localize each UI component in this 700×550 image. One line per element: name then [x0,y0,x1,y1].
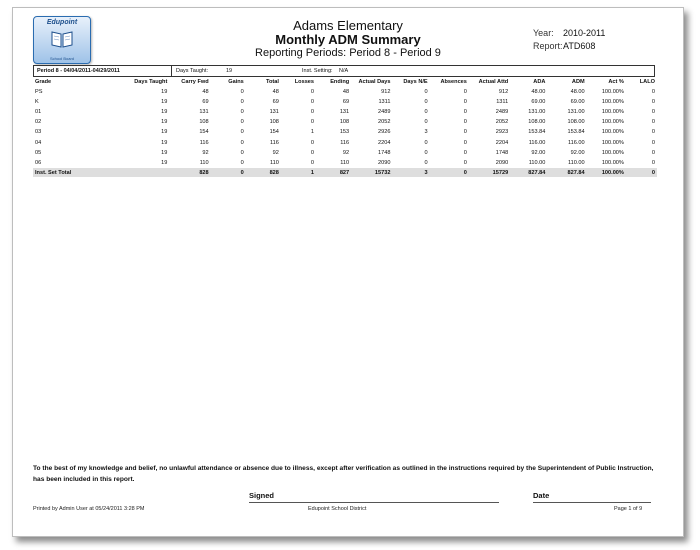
table-cell: 0 [240,98,244,105]
table-cell: 100.00% [601,119,624,126]
table-cell: 0 [240,139,244,146]
table-cell: 0 [651,149,655,156]
table-cell: 2489 [378,108,391,115]
table-cell: 116 [269,139,279,146]
table-cell: 0 [651,119,655,126]
table-cell: 100.00% [601,159,624,166]
table-cell: 69 [342,98,350,105]
table-cell: 0 [310,88,315,95]
column-header: Actual Days [358,79,391,85]
column-header: Days N/E [403,79,428,85]
table-cell: 0 [240,129,244,136]
signed-label: Signed [249,491,275,500]
table-cell: 2204 [495,139,509,146]
table-cell: 0 [463,149,467,156]
table-row [33,97,657,107]
table-cell: 48 [342,88,350,95]
table-cell: 48 [272,88,279,95]
certification-statement: To the best of my knowledge and belief, no unlawful attendance or absence due to illness, except after verification as outlined in the instructions required by the Superintendent of Public Instruction, has been included in this report. [33,465,654,483]
table-cell: 153.84 [528,129,546,136]
grade-cell: K [35,98,39,105]
table-cell: 19 [161,98,168,105]
logo-brand-text: Edupoint [46,19,78,26]
table-cell: 0 [310,139,315,146]
table-cell: 0 [651,98,655,105]
days-taught-value: 19 [226,68,233,74]
table-cell: 110.00 [528,159,546,166]
table-cell: 110 [340,159,350,166]
table-cell: 0 [424,159,428,166]
table-cell: 100.00% [601,149,624,156]
column-header: Act % [608,79,624,85]
table-cell: 92 [202,149,209,156]
table-cell: 0 [463,119,467,126]
table-cell: 19 [161,108,168,115]
table-body [33,87,657,178]
table-cell: 131.00 [528,108,546,115]
table-cell: 92.00 [531,149,546,156]
table-cell: 92.00 [570,149,585,156]
table-cell: 2090 [378,159,391,166]
table-cell: 92 [342,149,350,156]
table-cell: 828 [169,168,210,177]
date-label: Date [533,491,550,500]
table-cell: 116 [199,139,209,146]
table-cell: 1748 [378,149,391,156]
column-header: LALO [639,79,655,85]
table-cell: 827 [316,168,351,177]
table-cell: 0 [463,139,467,146]
table-cell: 100.00% [601,98,624,105]
table-cell [128,168,169,177]
table-cell: 19 [161,129,168,136]
table-cell: 48.00 [570,88,585,95]
column-header: Carry Fwd [181,79,209,85]
table-cell: 1748 [495,149,509,156]
table-cell: 108 [339,119,350,126]
column-header: Grade [35,79,52,85]
report-value: ATD608 [563,41,596,51]
table-cell: 69 [272,98,279,105]
table-cell: 0 [240,88,244,95]
date-line [533,502,651,503]
table-cell: 2052 [378,119,391,126]
table-cell: 154 [199,129,209,136]
table-cell: 0 [651,139,655,146]
column-header: Actual Attd [478,79,509,85]
table-cell: 19 [161,139,168,146]
table-cell: 69.00 [570,98,585,105]
grade-cell: 04 [35,139,42,146]
table-cell: 1311 [378,98,391,105]
table-cell: 19 [161,88,168,95]
grade-cell: 05 [35,149,42,156]
table-cell: 0 [463,88,467,95]
table-cell: 0 [424,88,428,95]
column-header: Gains [228,79,244,85]
table-cell: 69 [202,98,209,105]
table-cell: 0 [651,159,655,166]
table-cell: 110.00 [567,159,585,166]
column-header: Losses [294,79,315,85]
table-cell: 0 [310,108,315,115]
table-cell: 48 [202,88,209,95]
printed-by: Printed by Admin User at 05/24/2011 3:28 PM [33,506,145,512]
table-cell: 69.00 [531,98,546,105]
table-cell: 0 [240,159,244,166]
table-cell: 0 [211,168,246,177]
table-cell: 1 [310,129,315,136]
table-cell: 116.00 [567,139,585,146]
table-cell: 0 [310,98,315,105]
column-header: ADA [533,79,546,85]
table-cell: 912 [498,88,509,95]
table-cell: 110 [269,159,279,166]
table-cell: 1311 [496,98,509,105]
signature-line [249,502,499,503]
table-cell: 100.00% [601,129,624,136]
days-taught-label: Days Taught: [176,68,209,74]
table-header-row [33,78,657,87]
table-cell: 828 [246,168,281,177]
table-cell: 0 [424,139,428,146]
table-cell: 131 [339,108,350,115]
table-cell: 100.00% [587,168,626,177]
table-cell: 912 [381,88,391,95]
table-cell: 2489 [495,108,509,115]
inst-setting-value: N/A [339,68,349,74]
report-page [12,7,684,537]
table-cell: 0 [240,119,244,126]
table-cell: 827.84 [510,168,547,177]
table-cell: 0 [430,168,469,177]
table-row [33,117,657,127]
table-cell: 0 [651,129,655,136]
table-cell: 116.00 [528,139,546,146]
table-cell: 0 [651,88,655,95]
column-header: Ending [330,79,350,85]
table-cell: 131 [199,108,209,115]
table-cell: 0 [463,108,467,115]
year-meta [533,28,606,38]
table-cell: 0 [651,108,655,115]
table-cell: 0 [240,149,244,156]
period-range: Period 8 - 04/04/2011-04/29/2011 [37,68,120,74]
table-cell: 2090 [495,159,509,166]
grade-cell: 01 [35,108,42,115]
table-row [33,148,657,158]
period-divider [171,66,172,76]
table-row [33,158,657,168]
table-cell: 0 [424,119,428,126]
table-cell: 1 [281,168,316,177]
table-row [33,127,657,137]
table-cell: 100.00% [601,139,624,146]
table-cell: 3 [392,168,429,177]
table-cell: 0 [463,129,467,136]
table-cell: 2923 [495,129,509,136]
table-cell: 2052 [495,119,509,126]
table-cell: 19 [161,159,168,166]
table-cell: 3 [424,129,428,136]
column-header: Absences [440,79,467,85]
table-cell: 116 [340,139,350,146]
grade-cell: PS [35,88,43,95]
table-cell: 108.00 [567,119,585,126]
table-cell: 108 [269,119,279,126]
grade-cell: 06 [35,159,42,166]
adm-summary-table [33,78,657,177]
table-cell: 110 [199,159,209,166]
table-row [33,87,657,97]
table-cell: 0 [240,108,244,115]
table-cell: 15732 [351,168,392,177]
table-cell: 0 [310,159,315,166]
table-cell: 154 [269,129,279,136]
year-value: 2010-2011 [563,28,606,38]
logo-sub-text: School Board [49,56,74,61]
table-cell: 0 [310,149,315,156]
table-cell: 100.00% [601,88,624,95]
table-cell: 0 [463,159,467,166]
table-cell: 0 [626,168,657,177]
period-bar [33,65,655,77]
table-row [33,137,657,147]
school-name: Adams Elementary [293,18,403,33]
reporting-periods: Reporting Periods: Period 8 - Period 9 [255,47,441,59]
table-cell: 92 [272,149,279,156]
grade-cell: 03 [35,129,42,136]
table-cell: 0 [310,119,315,126]
report-meta [533,41,596,51]
table-cell: 2926 [378,129,391,136]
table-cell: 827.84 [547,168,586,177]
report-title: Monthly ADM Summary [275,32,421,47]
district-name: Edupoint School District [308,506,367,512]
table-cell: 153.84 [567,129,585,136]
table-cell: 153 [339,129,350,136]
table-cell: 0 [463,98,467,105]
table-cell: 19 [161,149,168,156]
column-header: ADM [571,79,585,85]
table-cell: 100.00% [601,108,624,115]
table-cell: 0 [424,149,428,156]
year-label: Year: [533,28,554,38]
table-cell: 15729 [469,168,510,177]
column-header: Days Taught [134,79,168,85]
total-row [33,168,657,177]
table-cell: 131.00 [567,108,585,115]
table-cell: 0 [424,108,428,115]
report-label: Report: [533,41,563,51]
table-cell: 48.00 [531,88,546,95]
column-header: Total [265,79,279,85]
table-cell: 108 [199,119,209,126]
table-cell: 108.00 [528,119,546,126]
table-row [33,107,657,117]
inst-setting-label: Inst. Setting: [302,68,333,74]
table-cell: 0 [424,98,428,105]
grade-cell: 02 [35,119,42,126]
table-cell: 131 [269,108,279,115]
grade-cell: Inst. Set Total [33,168,128,177]
table-cell: 2204 [378,139,391,146]
page-number: Page 1 of 9 [614,506,643,512]
table-cell: 19 [161,119,168,126]
